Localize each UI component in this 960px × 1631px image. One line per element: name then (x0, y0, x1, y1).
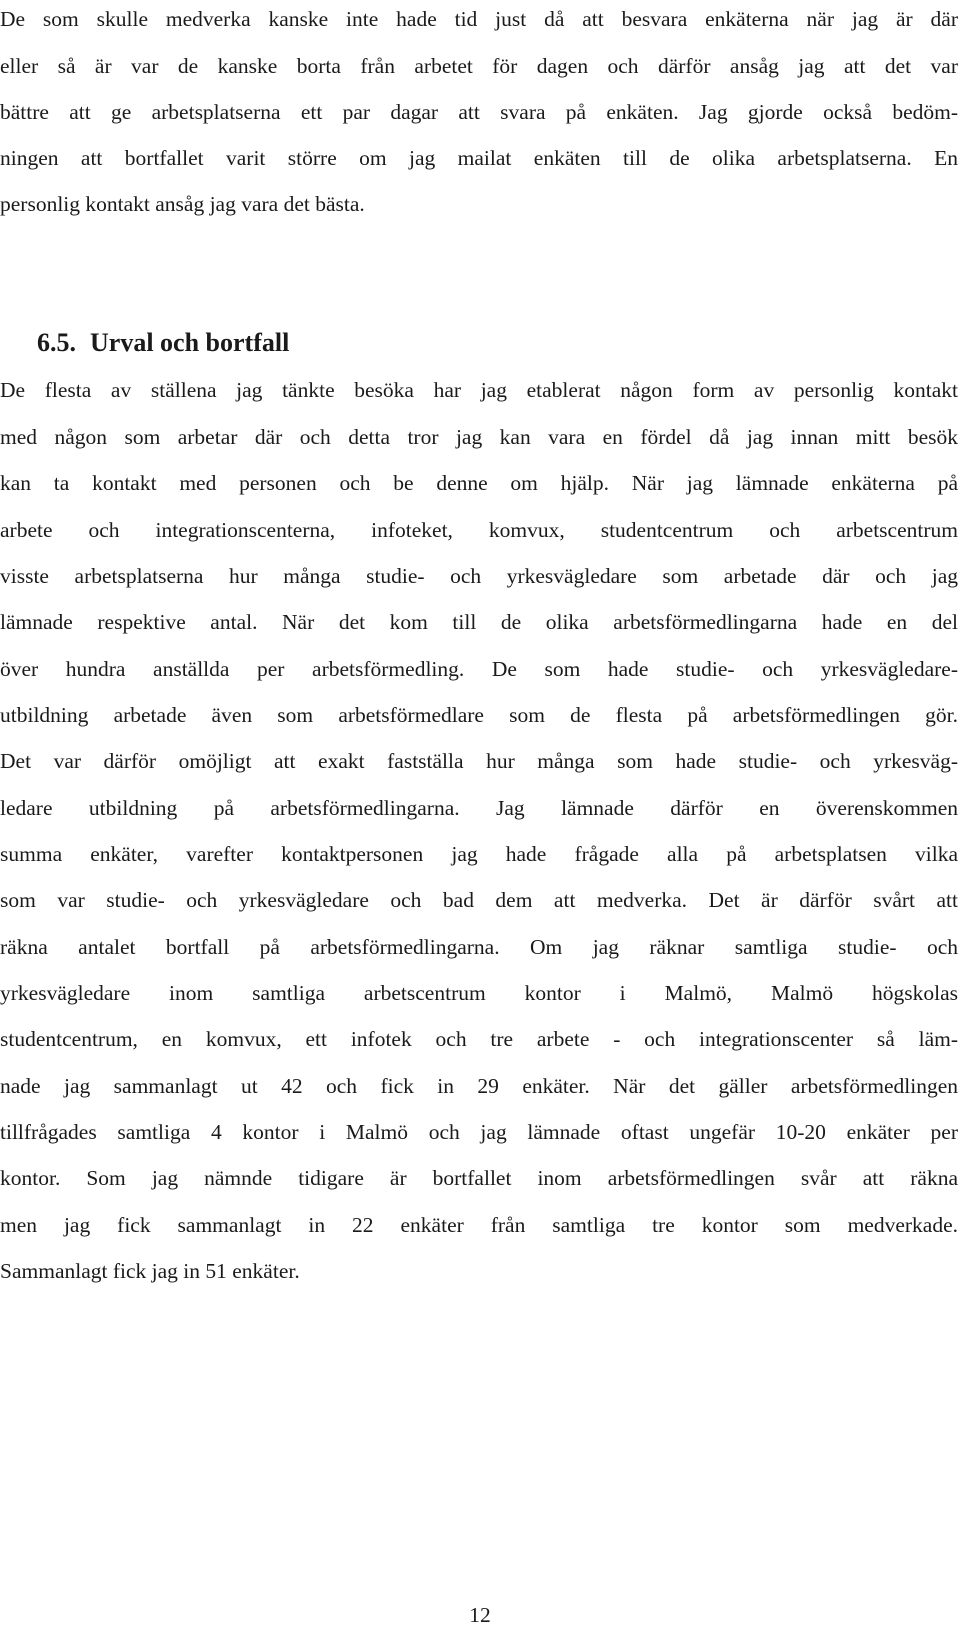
text-line: men jag fick sammanlagt in 22 enkäter från samtliga tre kontor som medverkade. (0, 1213, 958, 1237)
text-line: kan ta kontakt med personen och be denne om hjälp. När jag lämnade enkäterna på (0, 471, 958, 495)
text-line: ledare utbildning på arbetsförmedlingarna. Jag lämnade därför en överenskommen (0, 796, 958, 820)
page-number: 12 (469, 1603, 491, 1627)
text-line: ningen att bortfallet varit större om jag mailat enkäten till de olika arbetsplatserna. En (0, 146, 958, 170)
text-line: lämnade respektive antal. När det kom till de olika arbetsförmedlingarna hade en del (0, 610, 958, 634)
text-line: bättre att ge arbetsplatserna ett par dagar att svara på enkäten. Jag gjorde också bedöm- (0, 100, 958, 124)
section-title: Urval och bortfall (90, 328, 290, 357)
text-line: visste arbetsplatserna hur många studie- och yrkesvägledare som arbetade där och jag (0, 564, 958, 588)
section-number: 6.5. (37, 328, 76, 357)
text-line: räkna antalet bortfall på arbetsförmedlingarna. Om jag räknar samtliga studie- och (0, 935, 958, 959)
text-line: De flesta av ställena jag tänkte besöka har jag etablerat någon form av personlig kontakt (0, 378, 958, 402)
text-line: studentcentrum, en komvux, ett infotek och tre arbete - och integrationscenter så läm- (0, 1027, 958, 1051)
text-line: som var studie- och yrkesvägledare och bad dem att medverka. Det är därför svårt att (0, 888, 958, 912)
text-line: personlig kontakt ansåg jag vara det bästa. (0, 192, 365, 216)
text-line: med någon som arbetar där och detta tror jag kan vara en fördel då jag innan mitt besök (0, 425, 958, 449)
text-line: tillfrågades samtliga 4 kontor i Malmö och jag lämnade oftast ungefär 10-20 enkäter per (0, 1120, 958, 1144)
text-line: summa enkäter, varefter kontaktpersonen jag hade frågade alla på arbetsplatsen vilka (0, 842, 958, 866)
text-line: utbildning arbetade även som arbetsförmedlare som de flesta på arbetsförmedlingen gör. (0, 703, 958, 727)
text-line: över hundra anställda per arbetsförmedling. De som hade studie- och yrkesvägledare- (0, 657, 958, 681)
text-line: arbete och integrationscenterna, infoteket, komvux, studentcentrum och arbetscentrum (0, 518, 958, 542)
text-line: kontor. Som jag nämnde tidigare är bortfallet inom arbetsförmedlingen svår att räkna (0, 1166, 958, 1190)
section-heading (37, 327, 289, 359)
text-line: De som skulle medverka kanske inte hade tid just då att besvara enkäterna när jag är där (0, 7, 958, 31)
text-line: Det var därför omöjligt att exakt fastställa hur många som hade studie- och yrkesväg- (0, 749, 958, 773)
text-line: yrkesvägledare inom samtliga arbetscentrum kontor i Malmö, Malmö högskolas (0, 981, 958, 1005)
text-line: Sammanlagt fick jag in 51 enkäter. (0, 1259, 300, 1283)
text-line: eller så är var de kanske borta från arbetet för dagen och därför ansåg jag att det var (0, 54, 958, 78)
text-line: nade jag sammanlagt ut 42 och fick in 29 enkäter. När det gäller arbetsförmedlingen (0, 1074, 958, 1098)
